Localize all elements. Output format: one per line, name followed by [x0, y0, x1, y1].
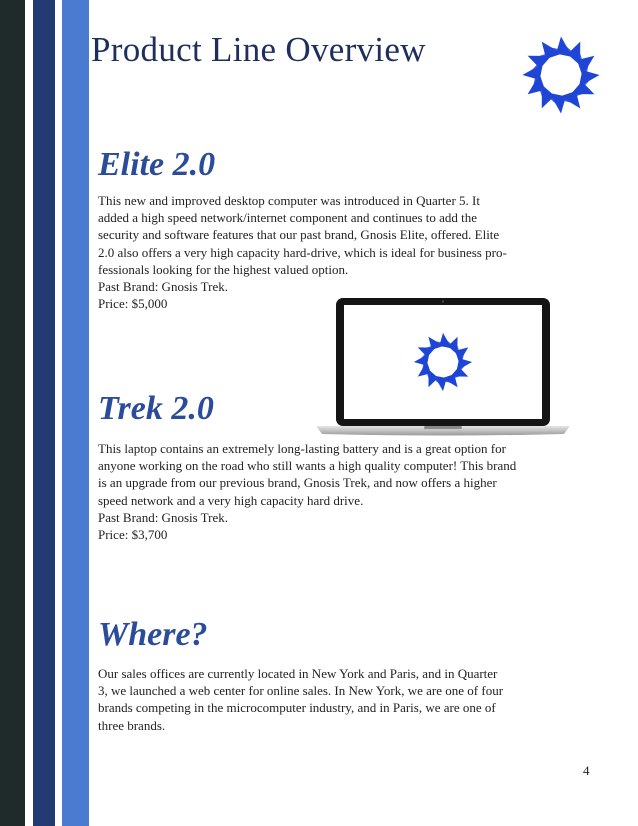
decorative-stripe-dark — [0, 0, 25, 826]
price-line: Price: $5,000 — [98, 296, 168, 312]
page-number: 4 — [583, 763, 590, 778]
text-line: speed network and a very high capacity hard drive. — [98, 492, 364, 508]
section-body-where — [98, 665, 548, 734]
text-line: security and software features that our past brand, Gnosis Elite, offered. Elite — [98, 227, 500, 243]
laptop-camera — [442, 300, 444, 302]
text-line: fessionals looking for the highest valued option. — [98, 261, 349, 277]
text-line: This laptop contains an extremely long-lasting battery and is a great option for — [98, 441, 506, 456]
decorative-stripe-navy — [33, 0, 55, 826]
section-heading-elite: Elite 2.0 — [98, 146, 216, 183]
past-brand-line: Past Brand: Gnosis Trek. — [98, 279, 229, 295]
text-line: 2.0 also offers a very high capacity hard-drive, which is ideal for business pro- — [98, 244, 507, 260]
text-line: three brands. — [98, 717, 166, 733]
text-line: brands competing in the microcomputer industry, and in Paris, we are one of — [98, 700, 496, 716]
text-line: Our sales offices are currently located in New York and Paris, and in Quarter — [98, 666, 498, 681]
text-line: is an upgrade from our previous brand, Gnosis Trek, and now offers a higher — [98, 475, 497, 491]
page-title: Product Line Overview — [91, 30, 426, 69]
price-line: Price: $3,700 — [98, 527, 168, 543]
text-line: 3, we launched a web center for online sales. In New York, we are one of four — [98, 683, 504, 699]
laptop-screen — [344, 305, 542, 419]
text-line: anyone working on the road who still wants a high quality computer! This brand — [98, 458, 517, 474]
section-heading-where: Where? — [98, 616, 208, 653]
laptop-notch — [424, 426, 462, 429]
text-line: added a high speed network/internet component and continues to add the — [98, 210, 478, 226]
text-line: This new and improved desktop computer was introduced in Quarter 5. It — [98, 193, 480, 208]
laptop-image — [312, 296, 574, 438]
section-body-trek — [98, 440, 578, 543]
section-body-elite — [98, 192, 568, 312]
past-brand-line: Past Brand: Gnosis Trek. — [98, 509, 229, 525]
section-heading-trek: Trek 2.0 — [98, 390, 214, 427]
logo-ring — [522, 36, 600, 114]
brand-logo-icon — [520, 34, 602, 116]
decorative-stripe-blue — [62, 0, 89, 826]
